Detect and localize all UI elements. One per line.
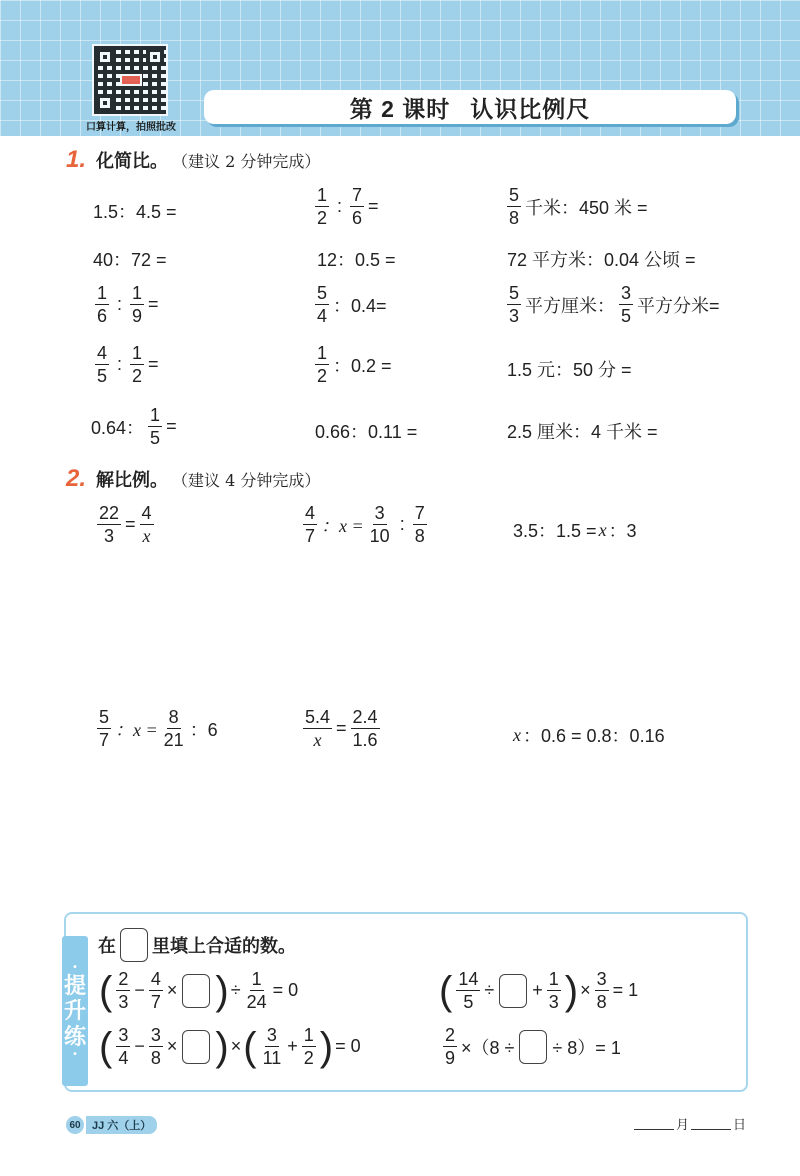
expr-text: ：x = [115,719,158,740]
equals-sign: = [148,294,159,314]
day-blank[interactable] [691,1129,731,1130]
s1-item-r3c2[interactable] [312,284,388,325]
equals-sign: = [368,196,379,216]
fraction: $\frac{3}{4}$ [118,1025,129,1068]
unit-text: 平方分米= [637,295,720,316]
practice-tab: • 提 升 练 • [62,936,88,1086]
fraction: $\frac{1}{2}$ [317,185,328,228]
s1-item-r4c1[interactable]: $\frac{4}{5}$ : $\frac{1}{2}$ = [97,343,159,386]
fraction: $\frac{4}{7}$ [305,503,316,546]
fraction: $\frac{5}{3}$ [509,283,520,326]
expr-text: 1.5 元：50 分 = [507,360,632,380]
fraction: $\frac{4}{x}$ [141,503,152,546]
expr-text: ：0.2 = [333,355,392,376]
fraction: $\frac{3}{8}$ [150,1025,161,1068]
section-hint: （建议 2 分钟完成） [172,152,321,171]
practice-instruction [98,928,296,962]
fraction: $\frac{7}{6}$ [352,185,363,228]
s2-problem-1[interactable] [94,504,157,545]
qr-code-icon[interactable] [92,44,168,116]
s2-problem-2[interactable]: $\frac{4}{7}$ ：x = $\frac{3}{10}$ : $\frac{7}{8}$ [305,503,425,546]
practice-q4 [440,1026,622,1067]
instruction-text: 里填上合适的数。 [152,936,296,956]
lesson-number: 第 2 课时 [349,95,451,122]
section-2-heading [66,465,320,493]
expr-text: 12：0.5 = [317,250,396,270]
practice-q3: ( $\frac{3}{4}$ − $\frac{3}{8}$ × ) × ( $\frac{3}{11}$ + $\frac{1}{2}$ ) = 0 [99,1024,361,1069]
equals-sign: = [125,514,136,534]
answer-box-sample [120,928,148,962]
result-text: = 0 [335,1036,361,1056]
fraction: $\frac{1}{3}$ [548,969,559,1012]
variable-x: x [598,519,607,540]
tab-char: 练 [63,1023,86,1049]
fraction: $\frac{1}{2}$ [317,343,328,386]
month-blank[interactable] [634,1129,674,1130]
equals-sign: = [166,416,177,436]
s1-item-r2c1[interactable] [92,246,168,272]
day-label: 日 [732,1117,746,1132]
page-title [204,90,736,124]
s1-item-r1c1[interactable] [92,198,178,224]
equals-sign: = [336,718,347,738]
fraction: $\frac{4}{5}$ [97,343,108,386]
footer-page-marker [66,1116,157,1134]
fraction: $\frac{3}{11}$ [262,1025,282,1068]
date-field [632,1114,746,1133]
practice-q1: ( $\frac{2}{3}$ − $\frac{4}{7}$ × ) ÷ $\frac{1}{24}$ = 0 [99,968,299,1013]
fraction: $\frac{1}{6}$ [97,283,108,326]
s2-problem-3[interactable] [512,517,638,543]
fraction: $\frac{5}{7}$ [99,707,110,750]
expr-text: 3.5：1.5 = [513,521,597,541]
answer-box[interactable] [519,1030,547,1064]
s2-problem-5[interactable] [300,708,383,749]
expr-text: ：0.6 = 0.8：0.16 [523,726,665,746]
section-1-heading [66,146,320,174]
s1-item-r5c1[interactable] [90,406,178,447]
expr-text: ：x = [321,515,364,536]
fraction: $\frac{22}{3}$ [99,503,120,546]
fraction: $\frac{3}{10}$ [369,503,390,546]
tab-char: 提 [63,973,86,999]
s1-item-r2c3[interactable] [506,246,697,272]
s1-item-r3c1[interactable]: $\frac{1}{6}$ : $\frac{1}{9}$ = [97,283,159,326]
answer-box[interactable] [499,974,527,1008]
fraction: $\frac{2}{9}$ [445,1025,456,1068]
fraction: $\frac{3}{8}$ [596,969,607,1012]
fraction: $\frac{14}{5}$ [458,969,479,1012]
expr-text: ×（8 ÷ [461,1037,515,1058]
qr-caption: 口算计算，拍照批改 [86,122,176,133]
fraction: $\frac{5.4}{x}$ [305,707,331,750]
page-number: 60 [66,1116,84,1134]
fraction: $\frac{5}{4}$ [317,283,328,326]
practice-q2: ( $\frac{14}{5}$ ÷ + $\frac{1}{3}$ ) × $\frac{3}{8}$ = 1 [439,968,639,1013]
equals-sign: = [148,354,159,374]
fraction: $\frac{1}{24}$ [246,969,267,1012]
expr-text: 0.66：0.11 = [315,422,418,442]
expr-text: ：0.4= [333,295,387,316]
instruction-text: 在 [98,936,116,956]
fraction: $\frac{7}{8}$ [414,503,425,546]
result-text: = 1 [612,980,639,1000]
section-label: 化简比。 [96,151,169,171]
expr-text: 0.64： [91,417,145,438]
s1-item-r2c2[interactable] [316,246,397,272]
s2-problem-6[interactable] [512,722,666,748]
fraction: $\frac{2.4}{1.6}$ [352,707,378,750]
s1-item-r3c3[interactable] [504,284,721,325]
expr-text: 千米：450 米 = [525,197,648,218]
s2-problem-4[interactable] [94,708,219,749]
section-number: 2. [66,465,87,492]
fraction: $\frac{1}{5}$ [150,405,161,448]
grade-tag: JJ 六（上） [86,1116,157,1134]
variable-x: x [513,724,521,745]
answer-box[interactable] [182,1030,210,1064]
fraction: $\frac{4}{7}$ [150,969,161,1012]
lesson-title: 认识比例尺 [470,95,591,122]
fraction: $\frac{1}{2}$ [303,1025,314,1068]
expr-text: ：6 [189,719,218,740]
fraction: $\frac{1}{2}$ [132,343,143,386]
s1-item-r1c3[interactable] [504,186,649,227]
s1-item-r5c3[interactable] [506,418,659,444]
expr-text: 2.5 厘米：4 千米 = [507,422,658,442]
section-hint: （建议 4 分钟完成） [172,471,321,490]
month-label: 月 [675,1117,689,1132]
expr-text: ÷ 8）= 1 [552,1037,621,1058]
s1-item-r4c3[interactable] [506,356,633,382]
s1-item-r1c2[interactable]: $\frac{1}{2}$ : $\frac{7}{6}$ = [317,185,379,228]
expr-text: 1.5：4.5 = [93,202,177,222]
section-number: 1. [66,146,87,173]
expr-text: ：3 [608,521,637,541]
section-label: 解比例。 [96,470,169,490]
brand-logo-icon [120,74,142,86]
unit-text: 平方厘米： [525,295,616,316]
fraction: $\frac{1}{9}$ [132,283,143,326]
fraction: $\frac{3}{5}$ [621,283,632,326]
expr-text: 72 平方米：0.04 公顷 = [507,250,696,270]
fraction: $\frac{8}{21}$ [163,707,184,750]
fraction: $\frac{5}{8}$ [509,185,520,228]
s1-item-r4c2[interactable] [312,344,393,385]
fraction: $\frac{2}{3}$ [118,969,129,1012]
expr-text: 40：72 = [93,250,167,270]
s1-item-r5c2[interactable] [314,418,418,444]
answer-box[interactable] [182,974,210,1008]
tab-char: 升 [63,998,86,1024]
result-text: = 0 [272,980,299,1000]
